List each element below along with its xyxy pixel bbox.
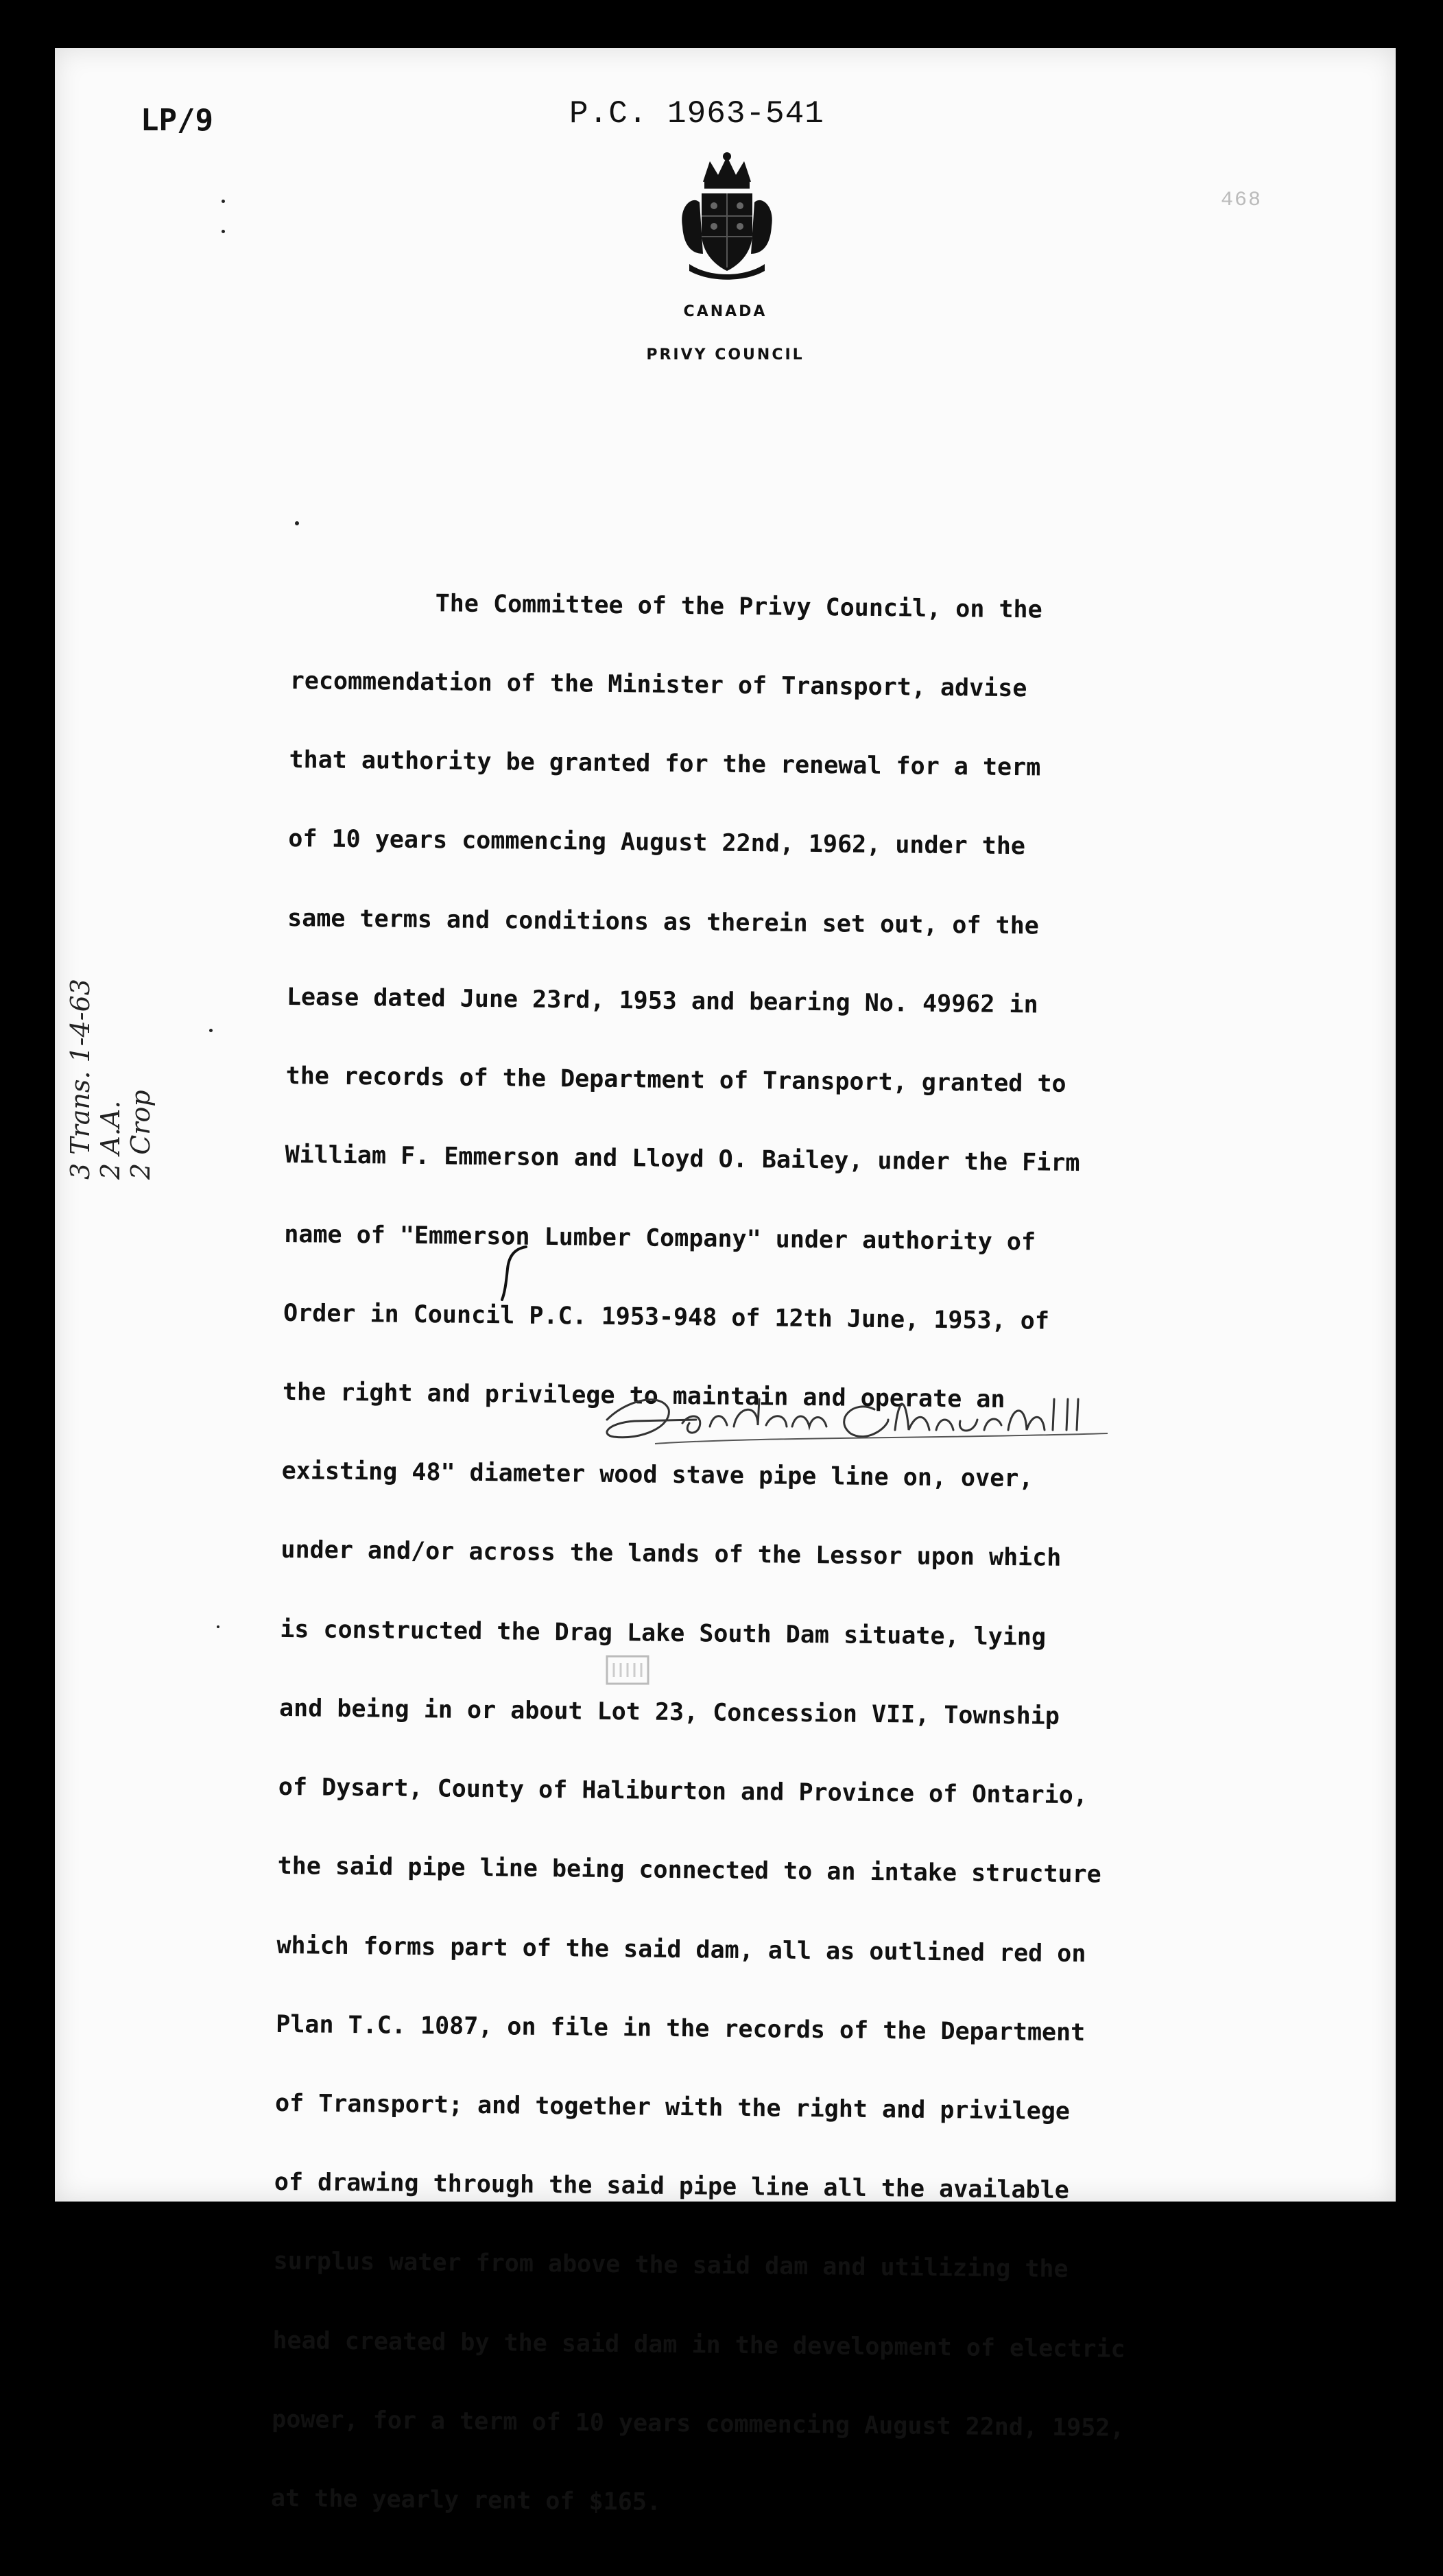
text-line: surplus water from above the said dam and utilizing the [273, 2247, 1069, 2284]
text-line: of Dysart, County of Haliburton and Province of Ontario, [278, 1773, 1088, 1810]
speck [209, 1029, 213, 1032]
text-line: William F. Emmerson and Lloyd O. Bailey, under the Firm [285, 1141, 1080, 1178]
text-line: Order in Council P.C. 1953-948 of 12th June, 1953, of [283, 1299, 1050, 1335]
text-line: of Transport; and together with the right and privilege [274, 2089, 1071, 2125]
text-line: of drawing through the said pipe line all the available [274, 2169, 1069, 2205]
text-line: the right and privilege to maintain and operate an [282, 1378, 1005, 1414]
text-line: the records of the Department of Transport, granted to [285, 1062, 1066, 1098]
speck [295, 521, 299, 525]
handwritten-margin-note [65, 979, 156, 1180]
speck [222, 230, 225, 233]
text-line: the said pipe line being connected to an intake structure [277, 1852, 1101, 1889]
handwritten-mark [495, 1241, 536, 1303]
text-line: and being in or about Lot 23, Concession VII, Township [278, 1694, 1060, 1730]
document-page [55, 48, 1396, 2516]
text-line: head created by the said dam in the development of electric [272, 2326, 1125, 2363]
margin-note-line: 3 Trans. 1-4-63 [65, 979, 95, 1180]
margin-note-line: 2 Crop [126, 1090, 156, 1180]
file-reference: LP/9 [141, 103, 213, 138]
text-line: is constructed the Drag Lake South Dam situate, lying [280, 1615, 1047, 1651]
text-line: The Committee of the Privy Council, on the [290, 588, 1042, 624]
text-line: same terms and conditions as therein set out, of the [287, 904, 1040, 940]
order-body-text [270, 536, 1355, 2575]
text-line: name of "Emmerson Lumber Company" under authority of [284, 1220, 1036, 1256]
country-heading: CANADA [683, 303, 767, 320]
margin-note-line: 2 A.A. [95, 1100, 126, 1180]
text-line: which forms part of the said dam, all as outlined red on [276, 1931, 1086, 1968]
speck [217, 1625, 219, 1628]
faint-stamp-mark [604, 1649, 652, 1691]
royal-coat-of-arms-icon [676, 151, 778, 281]
speck [222, 200, 225, 203]
text-line: existing 48" diameter wood stave pipe line on, over, [281, 1457, 1034, 1493]
text-line: under and/or across the lands of the Lessor upon which [281, 1536, 1062, 1573]
order-number: P.C. 1963-541 [569, 96, 824, 132]
minister-signature [586, 1372, 1135, 1468]
text-line: at the yearly rent of $165. [270, 2484, 662, 2516]
text-line: power, for a term of 10 years commencing August 22nd, 1952, [272, 2405, 1125, 2442]
text-line: Plan T.C. 1087, on file in the records of the Department [276, 2010, 1086, 2047]
text-line: recommendation of the Minister of Transport, advise [289, 667, 1027, 703]
text-line: of 10 years commencing August 22nd, 1962, under the [288, 825, 1026, 861]
privy-council-heading: PRIVY COUNCIL [646, 346, 804, 363]
text-line: Lease dated June 23rd, 1953 and bearing No. 49962 in [286, 983, 1038, 1019]
text-line: that authority be granted for the renewal for a term [289, 746, 1041, 782]
faded-stamp: 468 [1221, 189, 1263, 212]
